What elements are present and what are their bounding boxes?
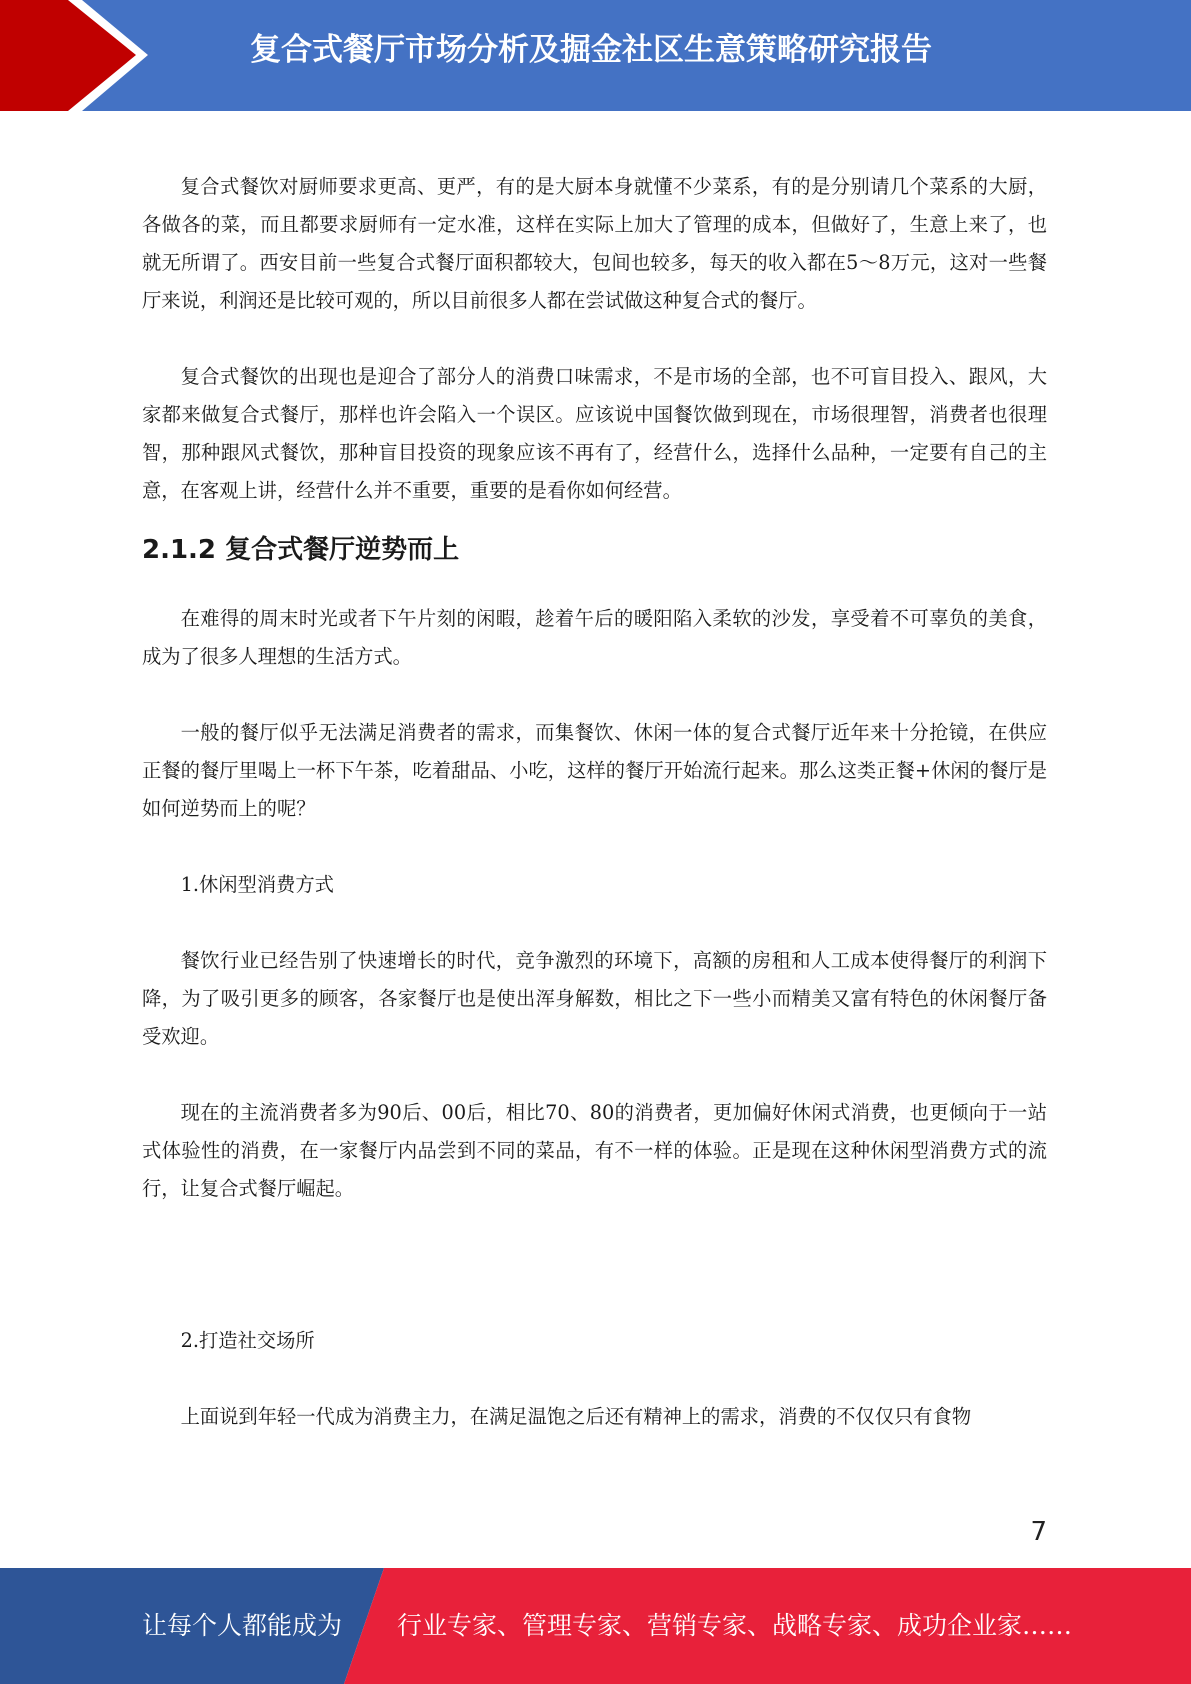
subheading-social-venue: 2.打造社交场所	[180, 1329, 315, 1352]
footer-slogan-left: 让每个人都能成为	[142, 1611, 343, 1640]
document-title: 复合式餐厅市场分析及掘金社区生意策略研究报告	[250, 32, 932, 68]
page-header	[0, 0, 1191, 111]
paragraph-consumer-demand: 复合式餐饮的出现也是迎合了部分人的消费口味需求，不是市场的全部，也不可盲目投入、跟风，大家都来做复合式餐厅，那样也许会陷入一个误区。应该说中国餐饮做到现在，市场很理智，消费者也很理智，那种跟风式餐饮，那种盲目投资的现象应该不再有了，经营什么，选择什么品种，一定要有自己的主意，在客观上讲，经营什么并不重要，重要的是看你如何经营。	[142, 365, 1047, 502]
paragraph-composite-trend: 一般的餐厅似乎无法满足消费者的需求，而集餐饮、休闲一体的复合式餐厅近年来十分抢镜，在供应正餐的餐厅里喝上一杯下午茶，吃着甜品、小吃，这样的餐厅开始流行起来。那么这类正餐+休闲的餐厅是如何逆势而上的呢？	[142, 721, 1047, 820]
paragraph-young-generation: 上面说到年轻一代成为消费主力，在满足温饱之后还有精神上的需求，消费的不仅仅只有食物	[180, 1405, 972, 1428]
subheading-leisure-consumption: 1.休闲型消费方式	[180, 873, 334, 896]
section-heading: 2.1.2 复合式餐厅逆势而上	[142, 535, 460, 565]
page-footer	[0, 1568, 1191, 1684]
paragraph-leisure-lifestyle: 在难得的周末时光或者下午片刻的闲暇，趁着午后的暖阳陷入柔软的沙发，享受着不可辜负的美食，成为了很多人理想的生活方式。	[142, 607, 1047, 668]
paragraph-industry-competition: 餐饮行业已经告别了快速增长的时代，竞争激烈的环境下，高额的房租和人工成本使得餐厅的利润下降，为了吸引更多的顾客，各家餐厅也是使出浑身解数，相比之下一些小而精美又富有特色的休闲餐厅备受欢迎。	[142, 949, 1047, 1048]
paragraph-mainstream-consumers: 现在的主流消费者多为90后、00后，相比70、80的消费者，更加偏好休闲式消费，也更倾向于一站式体验性的消费，在一家餐厅内品尝到不同的菜品，有不一样的体验。正是现在这种休闲型消费方式的流行，让复合式餐厅崛起。	[142, 1101, 1047, 1200]
page-number: 7	[1030, 1517, 1047, 1547]
footer-slogan-right: 行业专家、管理专家、营销专家、战略专家、成功企业家……	[397, 1611, 1073, 1640]
main-content	[142, 168, 1047, 1436]
paragraph-kitchen-requirements: 复合式餐饮对厨师要求更高、更严，有的是大厨本身就懂不少菜系，有的是分别请几个菜系的大厨，各做各的菜，而且都要求厨师有一定水准，这样在实际上加大了管理的成本，但做好了，生意上来了，也就无所谓了。西安目前一些复合式餐厅面积都较大，包间也较多，每天的收入都在5～8万元，这对一些餐厅来说，利润还是比较可观的，所以目前很多人都在尝试做这种复合式的餐厅。	[142, 175, 1047, 312]
